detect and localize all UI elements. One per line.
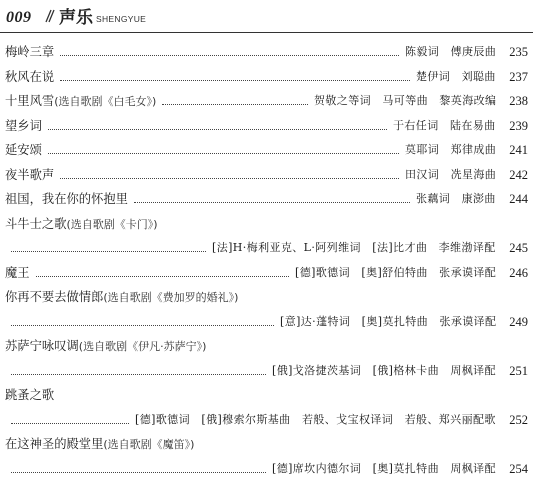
leader-dots [36,276,289,277]
entry-page-number: 244 [509,192,528,206]
entry-credits: [俄]戈洛捷茨基词 [俄]格林卡曲 周枫译配 [272,364,496,377]
entry-title [5,287,238,308]
entry-title-text: 跳蚤之歌 [5,388,55,402]
entry-title-text: 苏萨宁咏叹调 [5,339,79,353]
entry-title-text: 在这神圣的殿堂里 [5,437,104,451]
toc-entry [5,214,528,234]
entry-credits: 于右任词 陆在易曲 [393,119,496,132]
entry-credits: 楚伊词 刘聪曲 [416,70,496,83]
entry-credits: 陈毅词 傅庚辰曲 [405,45,497,58]
entry-page-number: 245 [509,241,528,255]
entry-page-number: 246 [509,266,528,280]
entry-credits: [德]歌德词 [俄]穆索尔斯基曲 若般、戈宝权译词 若般、郑兴丽配歌 [135,413,496,426]
entry-source-note: (选自歌剧《卡门》) [66,218,158,231]
entry-credits: [法]H·梅利亚克、L·阿列维词 [法]比才曲 李维渤译配 [212,241,496,254]
entry-page-number: 242 [509,168,528,182]
toc-entry [5,91,528,111]
toc-entry [5,140,528,160]
entry-credits: 莫耶词 郑律成曲 [405,143,497,156]
entry-credits: 张藕词 康澎曲 [416,192,496,205]
entry-page-number: 238 [509,94,528,108]
entry-page-number: 237 [509,70,528,84]
entry-title [5,189,128,209]
entry-title-text: 祖国，我在你的怀抱里 [5,192,128,206]
leader-dots [60,55,399,56]
toc-entry [5,67,528,87]
entry-title-text: 秋风在说 [5,70,55,84]
toc-entry [5,459,528,479]
toc-entry [5,361,528,381]
entry-title [5,42,54,62]
entry-credits: 田汉词 冼星海曲 [405,168,497,181]
leader-dots [60,178,399,179]
entry-title [5,116,42,136]
entry-page-number: 254 [509,462,528,476]
entry-title-text: 你再不要去做情郎 [5,290,104,304]
entry-title [5,140,42,160]
entry-title-text: 延安颂 [5,143,42,157]
toc-entry [5,238,528,258]
entry-title [5,91,156,112]
section-title: 声乐 [59,8,93,28]
entry-title-text: 夜半歌声 [5,168,55,182]
entry-title [5,385,54,405]
leader-dots [134,202,410,203]
entry-title [5,165,54,185]
leader-dots [48,129,387,130]
toc-entry [5,287,528,307]
leader-dots [11,374,266,375]
toc-entry [5,336,528,356]
leader-dots [11,423,129,424]
entry-source-note: (选自歌剧《费加罗的婚礼》) [103,291,239,304]
toc-entry [5,312,528,332]
entry-credits: [德]席坎内德尔词 [奥]莫扎特曲 周枫译配 [272,462,496,475]
entry-page-number: 251 [509,364,528,378]
leader-dots [48,153,399,154]
leader-dots [11,472,266,473]
entry-page-number: 239 [509,119,528,133]
entry-source-note: (选自歌剧《白毛女》) [54,95,157,108]
toc-entry [5,189,528,209]
toc-entry [5,263,528,283]
entry-credits: 贺敬之等词 马可等曲 黎英海改编 [314,94,497,107]
toc-entry [5,385,528,405]
entry-page-number: 249 [509,315,528,329]
entry-title [5,214,158,235]
page-header [0,0,533,32]
toc-entry [5,434,528,454]
entry-page-number: 252 [509,413,528,427]
entry-title-text: 梅岭三章 [5,45,55,59]
toc-entry [5,410,528,430]
toc-entry [5,42,528,62]
entry-title-text: 斗牛士之歌 [5,217,67,231]
entry-title-text: 十里风雪 [5,94,55,108]
page-number-header: 009 [6,9,32,26]
leader-dots [11,251,206,252]
entry-title [5,336,206,357]
entry-source-note: (选自歌剧《魔笛》) [103,438,195,451]
entry-credits: [德]歌德词 [奥]舒伯特曲 张承谟译配 [295,266,497,279]
entry-page-number: 241 [509,143,528,157]
toc-entry [5,116,528,136]
entry-title [5,434,194,455]
entry-page-number: 235 [509,45,528,59]
section-subtitle: SHENGYUE [96,14,147,24]
entry-title [5,67,54,87]
leader-dots [162,104,308,105]
leader-dots [60,80,410,81]
slash-ornament-icon [44,9,56,23]
entry-title-text: 魔王 [5,266,30,280]
leader-dots [11,325,274,326]
entry-source-note: (选自歌剧《伊凡·苏萨宁》) [78,340,207,353]
header-rule [0,32,533,33]
toc-entry [5,165,528,185]
entry-title [5,263,30,283]
entry-credits: [意]达·蓬特词 [奥]莫扎特曲 张承谟译配 [280,315,497,328]
entry-title-text: 望乡词 [5,119,42,133]
